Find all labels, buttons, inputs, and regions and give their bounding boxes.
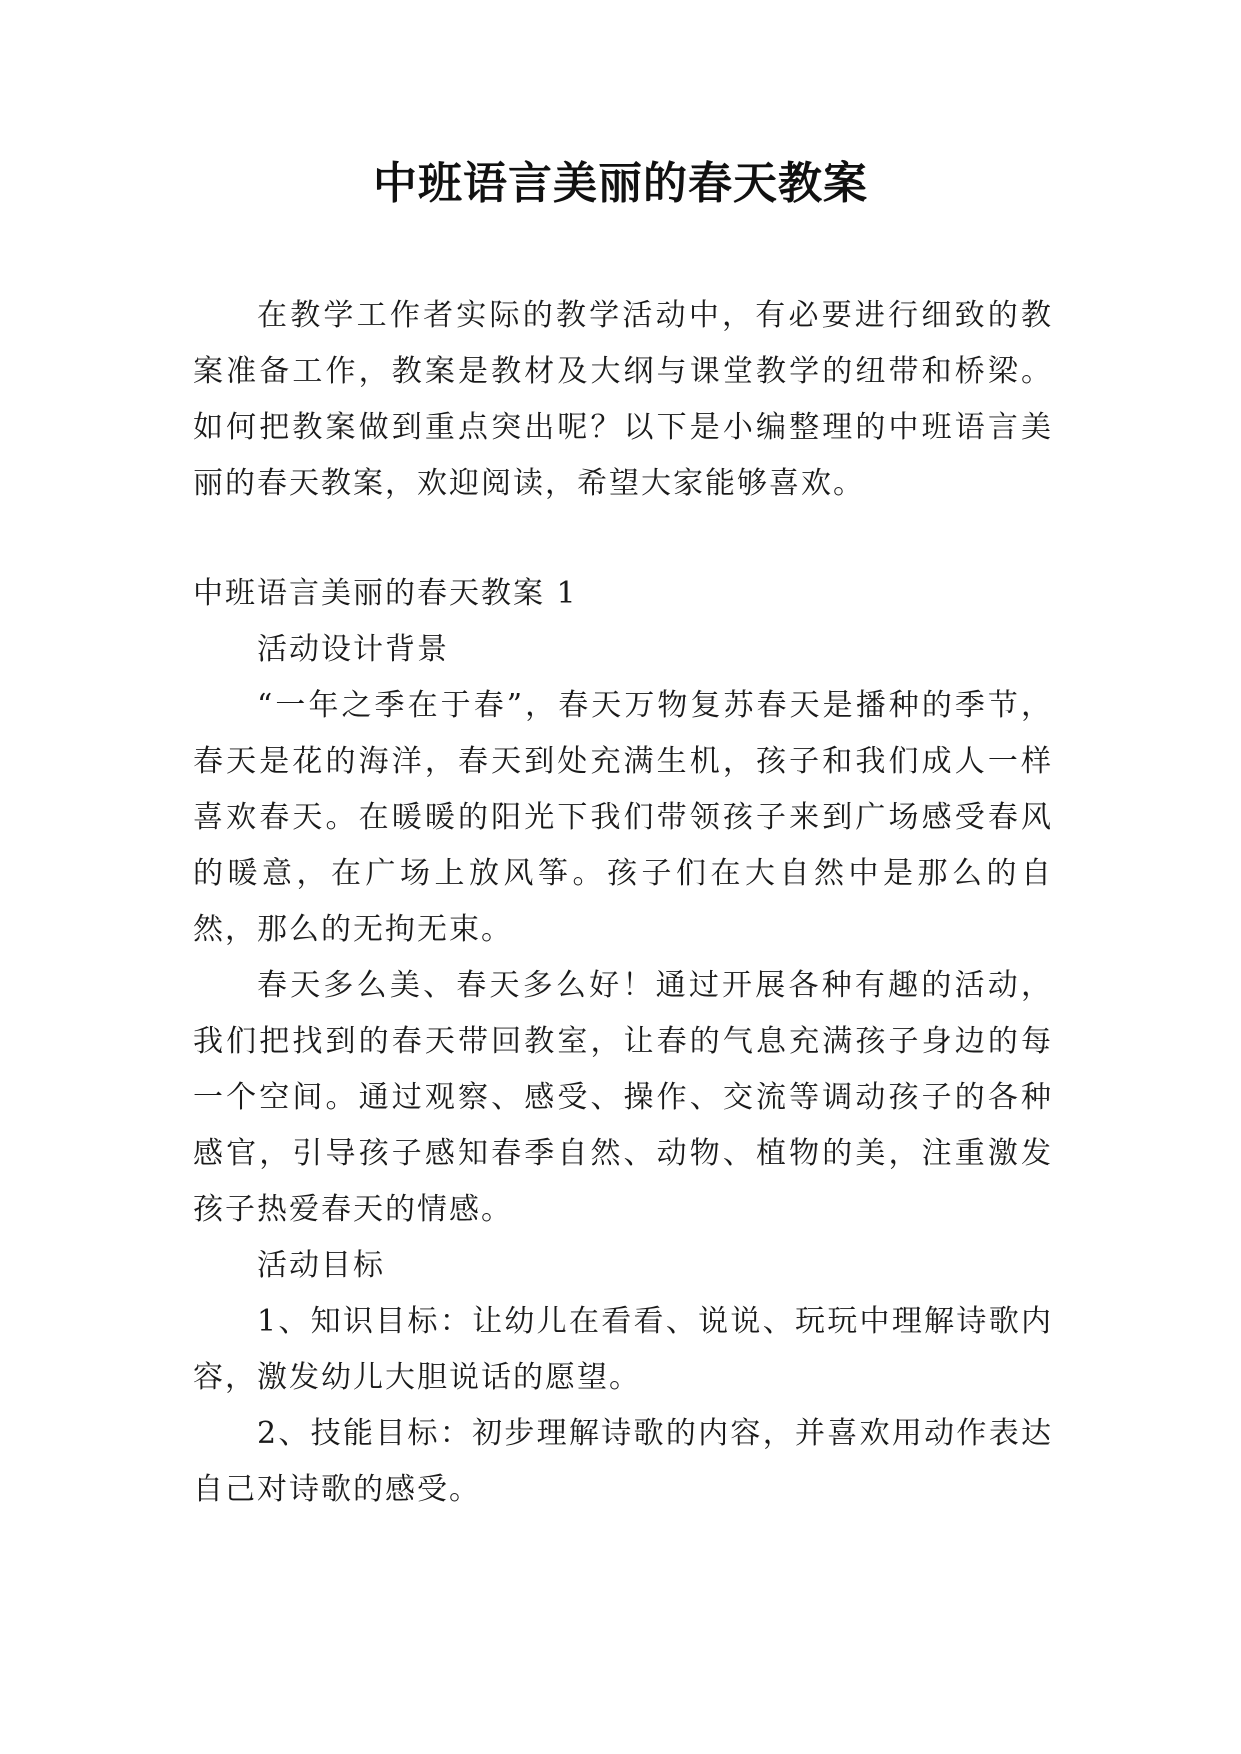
- goal-item-2: 2、技能目标：初步理解诗歌的内容，并喜欢用动作表达自己对诗歌的感受。: [193, 1416, 1053, 1507]
- background-paragraph-1: “一年之季在于春”，春天万物复苏春天是播种的季节，春天是花的海洋，春天到处充满生机，孩子和我们成人一样喜欢春天。在暖暖的阳光下我们带领孩子来到广场感受春风的暖意，在广场上放风筝。孩子们在大自然中是那么的自然，那么的无拘无束。: [193, 688, 1053, 947]
- document-title: 中班语言美丽的春天教案: [373, 158, 868, 209]
- background-paragraph-2: 春天多么美、春天多么好！通过开展各种有趣的活动，我们把找到的春天带回教室，让春的气息充满孩子身边的每一个空间。通过观察、感受、操作、交流等调动孩子的各种感官，引导孩子感知春季自然、动物、植物的美，注重激发孩子热爱春天的情感。: [193, 968, 1053, 1227]
- background-heading: 活动设计背景: [257, 632, 449, 667]
- goals-heading: 活动目标: [257, 1248, 385, 1283]
- section-spacer: [193, 512, 1053, 566]
- intro-paragraph: 在教学工作者实际的教学活动中，有必要进行细致的教案准备工作，教案是教材及大纲与课堂教学的纽带和桥梁。如何把教案做到重点突出呢？以下是小编整理的中班语言美丽的春天教案，欢迎阅读，希望大家能够喜欢。: [193, 298, 1053, 501]
- section-title: 中班语言美丽的春天教案 1: [193, 576, 578, 611]
- document-body: [193, 288, 1053, 1518]
- goal-item-1: 1、知识目标：让幼儿在看看、说说、玩玩中理解诗歌内容，激发幼儿大胆说话的愿望。: [193, 1304, 1053, 1395]
